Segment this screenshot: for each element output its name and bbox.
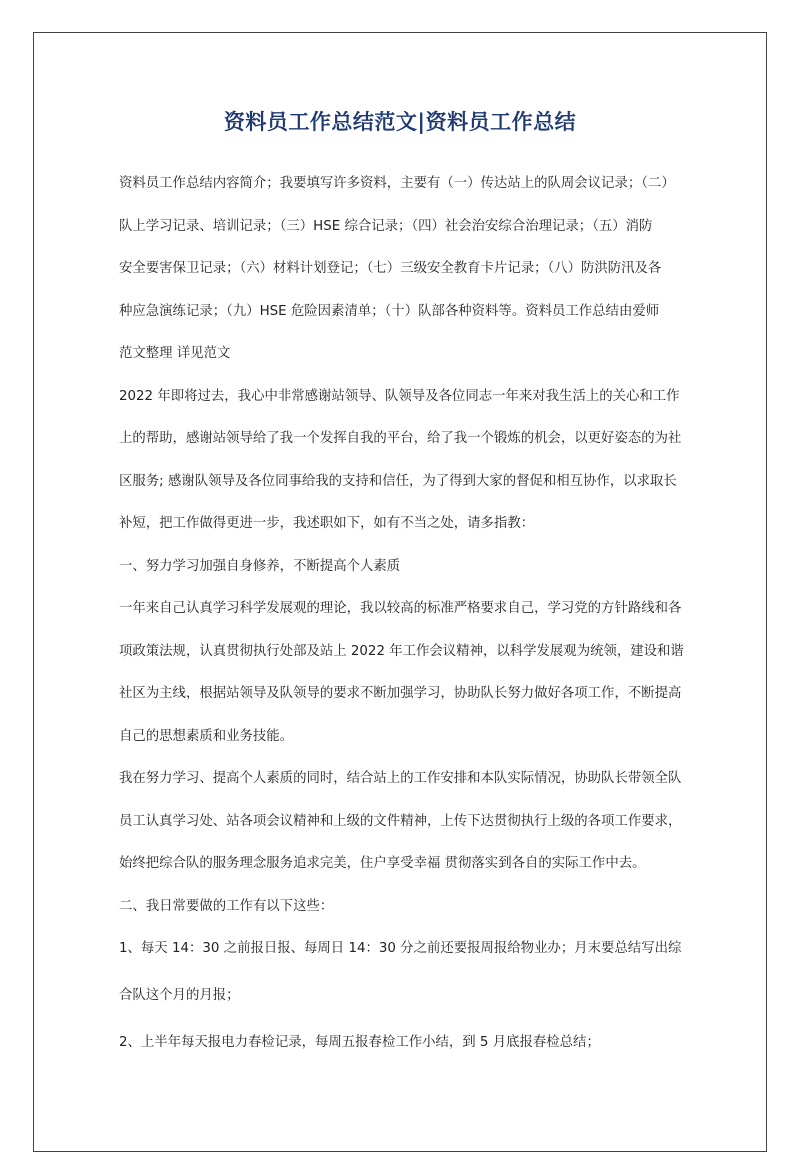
document-title: 资料员工作总结范文|资料员工作总结 xyxy=(223,110,577,134)
paragraph-line: 2022 年即将过去，我心中非常感谢站领导、队领导及各位同志一年来对我生活上的关心和工作 xyxy=(119,388,680,404)
section-heading: 一、努力学习加强自身修养，不断提高个人素质 xyxy=(119,558,401,574)
paragraph-line: 补短，把工作做得更进一步，我述职如下，如有不当之处，请多指教： xyxy=(119,516,535,531)
paragraph-line: 区服务; 感谢队领导及各位同事给我的支持和信任，为了得到大家的督促和相互协作，以求取长 xyxy=(119,473,677,489)
paragraph-line: 队上学习记录、培训记录；（三）HSE 综合记录；（四）社会治安综合治理记录；（五）消防 xyxy=(119,218,653,234)
paragraph-line: 一年来自己认真学习科学发展观的理论，我以较高的标准严格要求自己，学习党的方针路线和各 xyxy=(119,601,682,616)
paragraph-line: 自己的思想素质和业务技能。 xyxy=(119,728,294,744)
paragraph-line: 员工认真学习处、站各项会议精神和上级的文件精神，上传下达贯彻执行上级的各项工作要求， xyxy=(119,813,682,829)
paragraph-line: 安全要害保卫记录；（六）材料计划登记；（七）三级安全教育卡片记录；（八）防洪防汛及各 xyxy=(119,261,662,276)
list-item: 2、上半年每天报电力春检记录，每周五报春检工作小结，到 5 月底报春检总结； xyxy=(119,1035,600,1050)
document-body xyxy=(119,170,687,1072)
section-heading: 二、我日常要做的工作有以下这些： xyxy=(119,898,334,914)
paragraph-line: 社区为主线，根据站领导及队领导的要求不断加强学习，协助队长努力做好各项工作，不断提高 xyxy=(119,686,682,701)
paragraph-line: 资料员工作总结内容简介；我要填写许多资料，主要有（一）传达站上的队周会议记录；（二） xyxy=(119,176,675,191)
list-item: 1、每天 14：30 之前报日报、每周日 14：30 分之前还要报周报给物业办；月末要总结写出综 xyxy=(119,941,682,956)
paragraph-line: 上的帮助，感谢站领导给了我一个发挥自我的平台，给了我一个锻炼的机会，以更好姿态的为社 xyxy=(119,431,682,446)
paragraph-line: 种应急演练记录；（九）HSE 危险因素清单；（十）队部各种资料等。资料员工作总结由爱师 xyxy=(119,303,660,319)
paragraph-line: 我在努力学习、提高个人素质的同时，结合站上的工作安排和本队实际情况，协助队长带领全队 xyxy=(119,771,682,786)
paragraph-line: 项政策法规，认真贯彻执行处部及站上 2022 年工作会议精神，以科学发展观为统领，建设和谐 xyxy=(119,643,684,659)
list-item-continuation: 合队这个月的月报； xyxy=(119,988,240,1003)
paragraph-line: 范文整理 详见范文 xyxy=(119,346,231,361)
paragraph-line: 始终把综合队的服务理念服务追求完美，住户享受幸福 贯彻落实到各自的实际工作中去。 xyxy=(119,856,646,871)
